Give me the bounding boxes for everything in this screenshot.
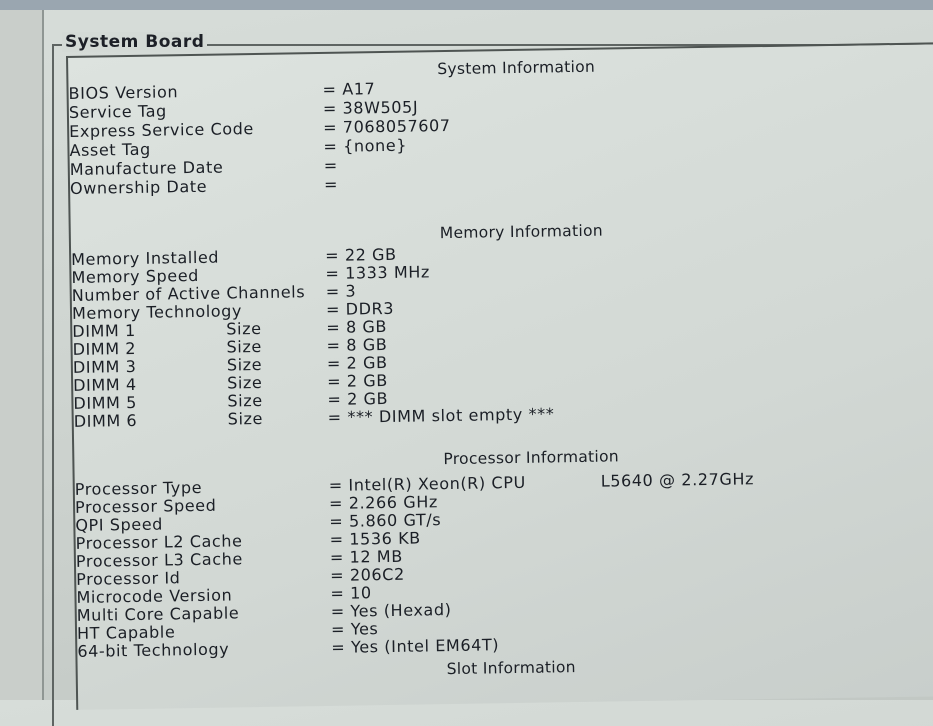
info-value: = Yes (Intel EM64T): [331, 635, 500, 657]
dimm-value: = 2 GB: [326, 370, 389, 391]
info-label: Memory Speed: [71, 265, 200, 287]
dimm-label: DIMM 6: [73, 410, 138, 431]
info-label: BIOS Version: [68, 82, 179, 103]
info-label: Number of Active Channels: [71, 282, 306, 305]
info-value: = 10: [330, 583, 372, 603]
info-value: = 3: [325, 281, 357, 301]
processor-model-value: L5640 @ 2.27GHz: [600, 469, 755, 491]
info-label: Multi Core Capable: [76, 603, 240, 625]
info-value: = 22 GB: [325, 244, 397, 265]
window-top-strip: [0, 0, 933, 10]
info-label: Memory Technology: [71, 301, 243, 323]
dimm-label: DIMM 4: [73, 374, 137, 395]
dimm-label: DIMM 3: [72, 356, 137, 377]
dimm-label: DIMM 2: [72, 338, 137, 359]
info-value: = A17: [322, 79, 376, 99]
info-label: Asset Tag: [69, 139, 151, 160]
processor-information-heading: Processor Information: [443, 447, 620, 469]
dimm-label: DIMM 1: [72, 320, 136, 341]
dimm-size-label: Size: [226, 318, 262, 339]
info-value: = Yes (Hexad): [330, 600, 452, 621]
system-information-heading: System Information: [437, 57, 596, 79]
dimm-value: = 8 GB: [326, 334, 388, 355]
info-label: 64-bit Technology: [77, 639, 230, 661]
info-value: = 5.860 GT/s: [329, 510, 442, 531]
dimm-size-label: Size: [227, 390, 263, 411]
dimm-value: = 2 GB: [326, 352, 388, 373]
info-label: Processor L2 Cache: [75, 531, 243, 553]
dimm-size-label: Size: [226, 354, 263, 375]
dimm-value: = *** DIMM slot empty ***: [327, 404, 555, 427]
info-value: = 38W505J: [322, 97, 419, 118]
info-label: Service Tag: [68, 101, 167, 122]
info-label: Express Service Code: [69, 119, 255, 141]
info-label: Microcode Version: [76, 585, 233, 607]
info-value: = 206C2: [330, 564, 405, 585]
info-value: = Yes: [330, 619, 379, 639]
info-label: Processor Id: [76, 568, 181, 589]
info-value: = 7068057607: [323, 115, 451, 137]
system-board-scroll-panel[interactable]: [66, 42, 933, 710]
left-navigation-edge: [0, 10, 44, 700]
info-label: Processor Type: [74, 477, 203, 499]
info-value: = Intel(R) Xeon(R) CPU: [328, 472, 526, 495]
group-title: System Board: [62, 32, 207, 52]
info-label: Manufacture Date: [69, 157, 224, 179]
info-value: = 1536 KB: [329, 528, 421, 549]
info-value: = 1333 MHz: [325, 262, 431, 283]
info-value: = 2.266 GHz: [328, 492, 439, 513]
info-label: Memory Installed: [71, 247, 220, 269]
dimm-value: = 2 GB: [327, 388, 389, 409]
memory-information-heading: Memory Information: [439, 221, 604, 243]
info-label: Ownership Date: [69, 176, 208, 198]
dimm-size-label: Size: [227, 372, 263, 393]
info-value: = DDR3: [325, 298, 395, 319]
dimm-size-label: Size: [226, 336, 262, 357]
dimm-value: = 8 GB: [326, 316, 388, 337]
info-label: Processor L3 Cache: [75, 549, 243, 571]
dimm-label: DIMM 5: [73, 392, 138, 413]
info-value: = 12 MB: [329, 546, 403, 567]
info-value: = {none}: [323, 135, 408, 156]
info-label: HT Capable: [76, 622, 176, 643]
dimm-size-label: Size: [227, 408, 264, 429]
slot-information-heading: Slot Information: [446, 658, 576, 679]
info-label: QPI Speed: [75, 514, 164, 535]
info-label: Processor Speed: [74, 495, 217, 517]
info-value: =: [323, 174, 339, 194]
info-value: =: [323, 155, 338, 175]
